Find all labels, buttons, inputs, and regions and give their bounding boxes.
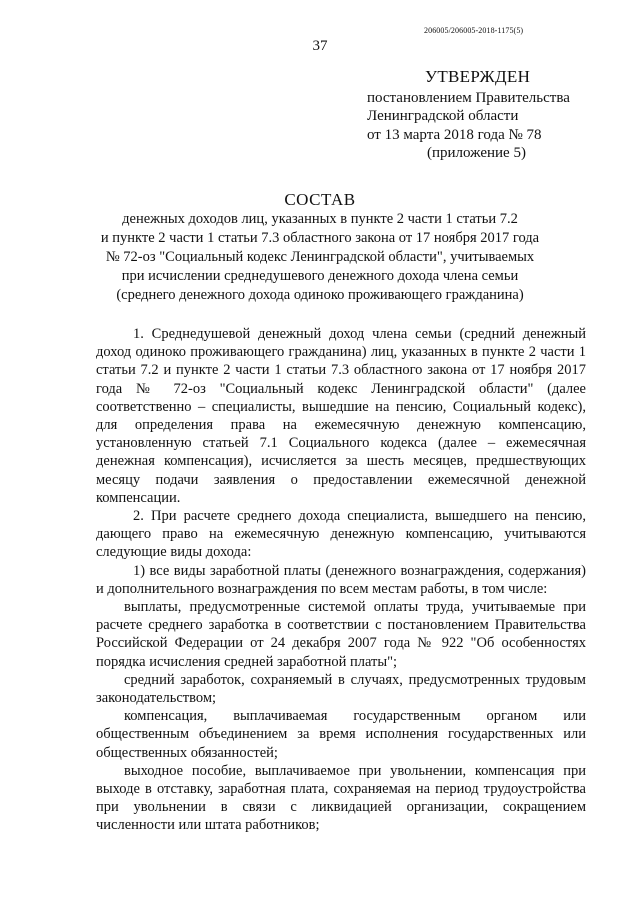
subtitle-line: (среднего денежного дохода одиноко проживающего гражданина) bbox=[116, 287, 524, 303]
approval-block bbox=[367, 68, 627, 163]
subtitle-line: при исчислении среднедушевого денежного дохода члена семьи bbox=[121, 268, 519, 284]
sub-item-severance: выходное пособие, выплачиваемое при увольнении, компенсация при выходе в отставку, заработная плата, сохраняемая на период трудоустройства при увольнении в связи с ликвидацией организации, сокращением численности или штата работников; bbox=[96, 762, 586, 834]
subtitle-line: и пункте 2 части 1 статьи 7.3 областного закона от 17 ноября 2017 года bbox=[100, 230, 540, 246]
document-title: СОСТАВ bbox=[284, 190, 356, 209]
approval-line: от 13 марта 2018 года № 78 bbox=[367, 126, 542, 143]
document-id: 206005/206005-2018-1175(5) bbox=[424, 26, 524, 35]
approval-line: постановлением Правительства bbox=[367, 89, 570, 106]
approval-line: Ленинградской области bbox=[367, 108, 519, 124]
approval-annex: (приложение 5) bbox=[427, 145, 526, 161]
paragraph-2: 2. При расчете среднего дохода специалиста, вышедшего на пенсию, дающего право на ежемесячную денежную компенсацию, учитываются следующие виды дохода: bbox=[96, 508, 586, 561]
document-subtitle bbox=[70, 210, 570, 305]
sub-item-compensation: компенсация, выплачиваемая государственным органом или общественным объединением за время исполнения государственных или общественных обязанностей; bbox=[96, 708, 586, 761]
sub-item-average-earnings: средний заработок, сохраняемый в случаях, предусмотренных трудовым законодательством; bbox=[96, 671, 586, 707]
sub-item-payments: выплаты, предусмотренные системой оплаты труда, учитываемые при расчете среднего заработка в соответствии с постановлением Правительства Российской Федерации от 24 декабря 2007 года № 922 "Об особенностях порядка исчисления средней заработной платы"; bbox=[96, 599, 586, 670]
subtitle-line: № 72-оз "Социальный кодекс Ленинградской области", учитываемых bbox=[105, 249, 535, 265]
subtitle-line: денежных доходов лиц, указанных в пункте 2 части 1 статьи 7.2 bbox=[122, 211, 518, 227]
page-number: 37 bbox=[312, 38, 328, 54]
paragraph-2-item-1: 1) все виды заработной платы (денежного вознаграждения, содержания) и дополнительного вознаграждения по всем местам работы, в том числе: bbox=[96, 562, 586, 597]
document-body bbox=[96, 325, 586, 835]
approval-title: УТВЕРЖДЕН bbox=[425, 67, 531, 86]
paragraph-1: 1. Среднедушевой денежный доход члена семьи (средний денежный доход одиноко проживающего гражданина) лиц, указанных в пункте 2 части 1 статьи 7.2 и пункте 2 части 1 статьи 7.3 областного закона от 17 ноября 2017 года № 72-оз "Социальный кодекс Ленинградской области" (далее соответственно – специалисты, вышедшие на пенсию, Социальный кодекс), для определения права на ежемесячную денежную компенсацию, установленную статьей 7.1 Социального кодекса (далее – ежемесячная денежная компенсация), исчисляется за шесть месяцев, предшествующих месяцу подачи заявления о предоставлении ежемесячной денежной компенсации. bbox=[96, 326, 586, 506]
